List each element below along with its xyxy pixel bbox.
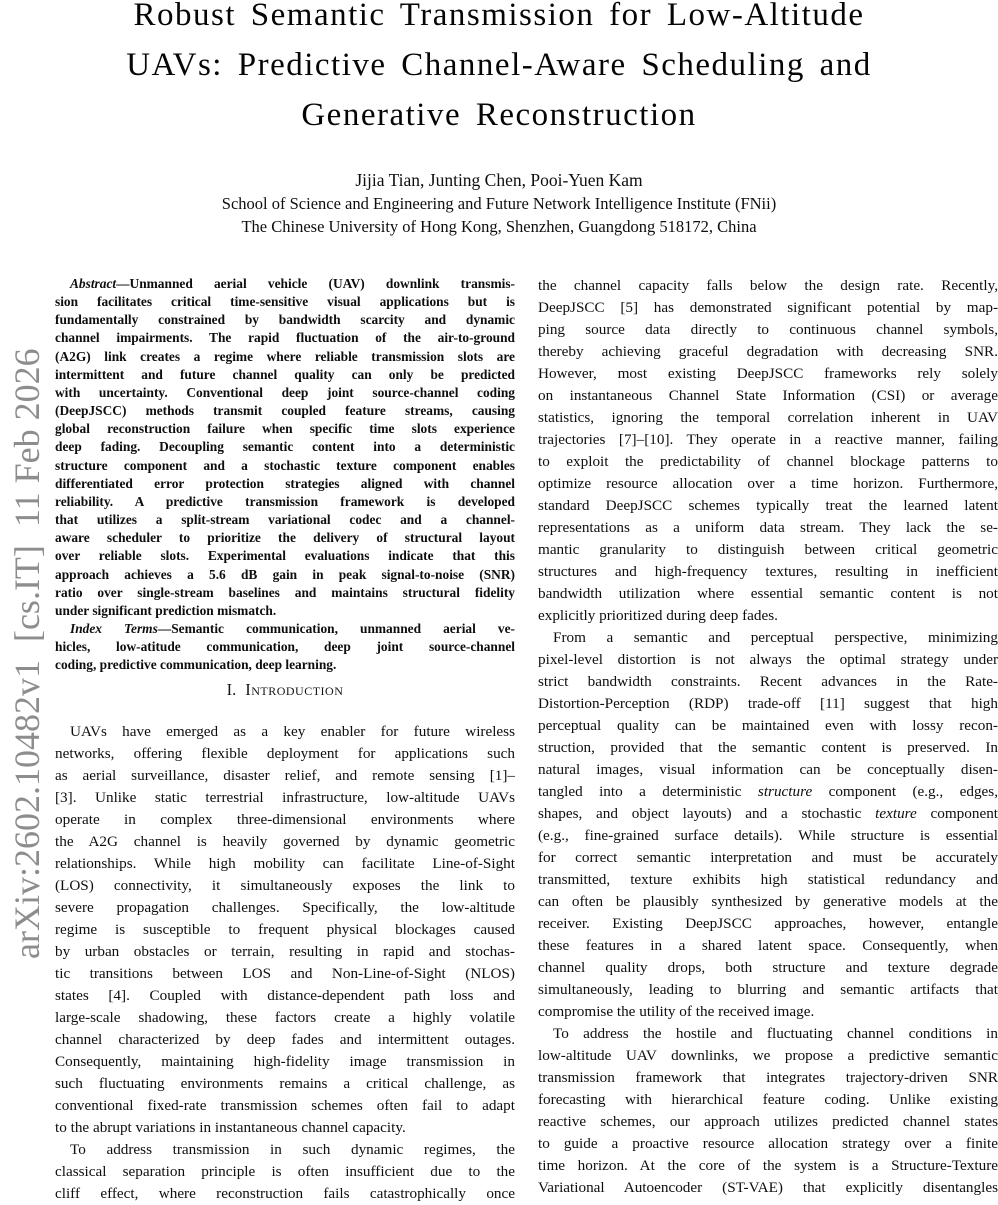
right-column (538, 275, 998, 1199)
paragraph: To address transmission in such dynamic regimes, the classical separation principle is often insufficient due to the cliff effect, where reconstruction fails catastrophically once (55, 1141, 515, 1203)
paper-title (49, 0, 949, 140)
paper-title-line: Generative Reconstruction (301, 97, 697, 133)
arxiv-watermark: arXiv:2602.10482v1 [cs.IT] 11 Feb 2026 (7, 348, 47, 959)
section-title: Introduction (245, 680, 344, 700)
paragraph: the channel capacity falls below the design rate. Recently, DeepJSCC [5] has demonstrated significant potential by map- ping source data directly to continuous channel symbols, thereby achieving graceful degradation with decreasing SNR. However, most existing DeepJSCC frameworks rely solely on instantaneous Channel State Information (CSI) or average statistics, ignoring the temporal correlation inherent in UAV trajectories [7]–[10]. They operate in a reactive manner, failing to exploit the predictability of channel blockage patterns to optimize resource allocation over a time horizon. Furthermore, standard DeepJSCC schemes typically treat the learned latent representations as a uniform data stream. They lack the se- mantic granularity to distinguish between critical geometric structures and high-frequency textures, resulting in inefficient bandwidth utilization where essential semantic content is not explicitly prioritized during deep fades. (538, 277, 998, 624)
section-number: I. (226, 680, 237, 700)
paper-title-line: Robust Semantic Transmission for Low-Altitude (133, 0, 865, 33)
affiliation (49, 193, 949, 238)
paragraph: From a semantic and perceptual perspective, minimizing pixel-level distortion is not always the optimal strategy under strict bandwidth constraints. Recent advances in the Rate- Distortion-Perception (RDP) trade-off [11] suggest that high perceptual quality can be maintained even with lossy recon- struction, provided that the semantic content is preserved. In natural images, visual information can be conceptually disen- tangled into a deterministic structure component (e.g., edges, shapes, and object layouts) and a stochastic texture component (e.g., fine-grained surface details). While structure is essential for correct semantic interpretation and must be accurately transmitted, texture exhibits high statistical redundancy and can often be plausibly synthesized by generative models at the receiver. Existing DeepJSCC approaches, however, entangle these features in a shared latent space. Consequently, when channel quality drops, both structure and texture degrade simultaneously, leading to blurring and semantic artifacts that compromise the utility of the received image. (538, 629, 998, 1020)
index-terms: Index Terms—Semantic communication, unmanned aerial ve- hicles, low-atitude communication, deep joint source-channel coding, predictive communication, deep learning. (55, 620, 515, 673)
affiliation-line: School of Science and Engineering and Future Network Intelligence Institute (FNii) (221, 194, 777, 213)
affiliation-line: The Chinese University of Hong Kong, Shenzhen, Guangdong 518172, China (241, 216, 757, 236)
author-list: Jijia Tian, Junting Chen, Pooi-Yuen Kam (355, 170, 643, 190)
paper-title-line: UAVs: Predictive Channel-Aware Scheduling and (126, 47, 872, 83)
section-heading-introduction (55, 680, 515, 700)
paragraph: To address the hostile and fluctuating channel conditions in low-altitude UAV downlinks, we propose a predictive semantic transmission framework that integrates trajectory-driven SNR forecasting with hierarchical feature coding. Unlike existing reactive schemes, our approach utilizes predicted channel states to guide a proactive resource allocation strategy over a finite time horizon. At the core of the system is a Structure-Texture Variational Autoencoder (ST-VAE) that explicitly disentangles (538, 1025, 998, 1196)
paragraph: UAVs have emerged as a key enabler for future wireless networks, offering flexible deployment for applications such as aerial surveillance, disaster relief, and remote sensing [1]– [3]. Unlike static terrestrial infrastructure, low-altitude UAVs operate in complex three-dimensional environments where the A2G channel is heavily governed by dynamic geometric relationships. While high mobility can facilitate Line-of-Sight (LOS) connectivity, it simultaneously exposes the link to severe propagation challenges. Specifically, the low-altitude regime is susceptible to frequent physical blockages caused by urban obstacles or terrain, resulting in rapid and stochas- tic transitions between LOS and Non-Line-of-Sight (NLOS) states [4]. Coupled with distance-dependent path loss and large-scale shadowing, these factors create a highly volatile channel characterized by deep fades and intermittent outages. Consequently, maintaining high-fidelity image transmission in such fluctuating environments remains a critical challenge, as conventional fixed-rate transmission schemes often fail to adapt to the abrupt variations in instantaneous channel capacity. (55, 723, 515, 1137)
left-column (55, 275, 515, 1205)
abstract: Abstract—Unmanned aerial vehicle (UAV) downlink transmis- sion facilitates critical time-sensitive visual applications but is fundamentally constrained by bandwidth scarcity and dynamic channel impairments. The rapid fluctuation of the air-to-ground (A2G) link creates a regime where reliable transmission slots are intermittent and future channel quality can only be predicted with uncertainty. Conventional deep joint source-channel coding (DeepJSCC) methods transmit coupled feature streams, causing global reconstruction failure when specific time slots experience deep fading. Decoupling semantic content into a deterministic structure component and a stochastic texture component enables differentiated error protection strategies aligned with channel reliability. A predictive transmission framework is developed that utilizes a split-stream variational codec and a channel- aware scheduler to prioritize the delivery of structural layout over reliable slots. Experimental evaluations indicate that this approach achieves a 5.6 dB gain in peak signal-to-noise (SNR) ratio over single-stream baselines and maintains structural fidelity under significant prediction mismatch. (55, 276, 515, 618)
